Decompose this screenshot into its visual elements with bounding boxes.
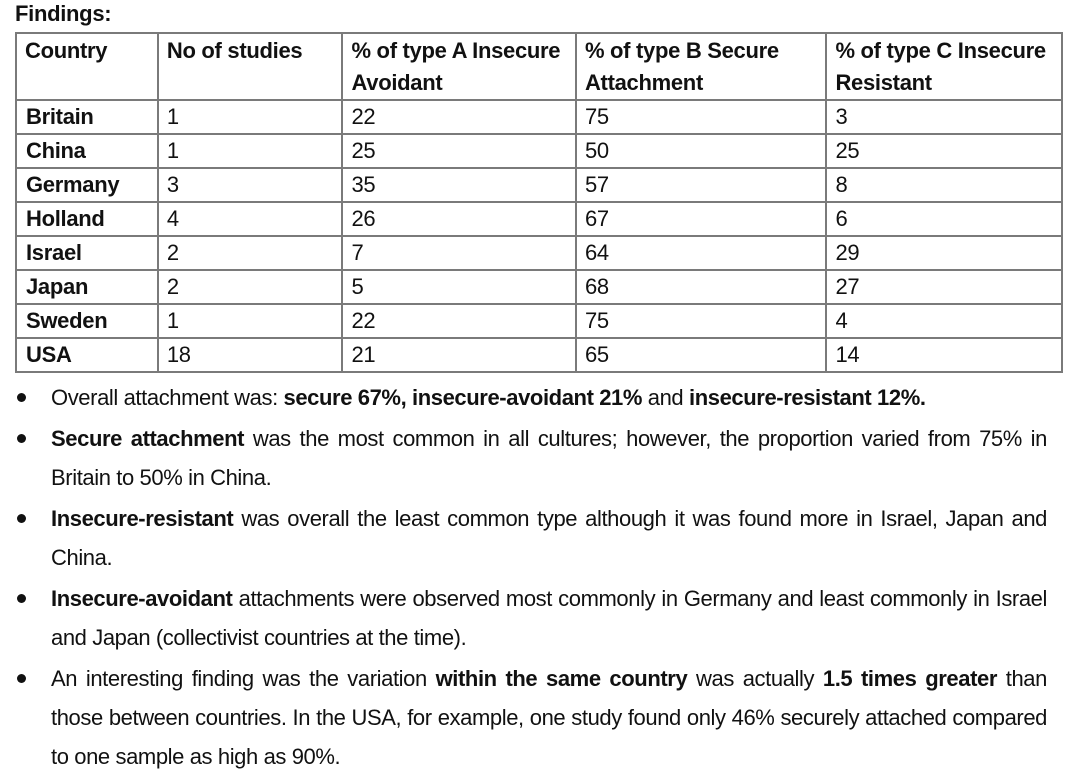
- cell-type-a: 22: [342, 304, 575, 338]
- cell-country: Germany: [16, 168, 158, 202]
- cell-type-b: 50: [576, 134, 827, 168]
- cell-type-c: 6: [826, 202, 1062, 236]
- table-row: [16, 134, 1062, 168]
- bullet-dot-icon: [17, 674, 26, 683]
- table-header-row: [16, 33, 1062, 100]
- bullet-dot-icon: [17, 393, 26, 402]
- cell-country: USA: [16, 338, 158, 372]
- cell-type-c: 27: [826, 270, 1062, 304]
- bullet-bold-text: secure 67%, insecure-avoidant 21%: [283, 385, 643, 410]
- bullet-item: [0, 378, 1047, 417]
- cell-studies: 2: [158, 236, 343, 270]
- cell-type-a: 22: [342, 100, 575, 134]
- cell-type-b: 68: [576, 270, 827, 304]
- cell-type-a: 25: [342, 134, 575, 168]
- bullet-bold-text: insecure-resistant 12%.: [688, 385, 926, 410]
- table-row: [16, 168, 1062, 202]
- bullet-text: attachments were observed most commonly in Germany and least commonly in Israel and Japan (collectivist countries at the time).: [51, 586, 1047, 650]
- cell-type-b: 75: [576, 100, 827, 134]
- cell-studies: 1: [158, 100, 343, 134]
- bullet-item: [0, 419, 1047, 497]
- cell-studies: 4: [158, 202, 343, 236]
- bullet-text: was the most common in all cultures; however, the proportion varied from 75% in Britain to 50% in China.: [51, 426, 1047, 490]
- table-row: [16, 100, 1062, 134]
- bullet-bold-text: Insecure-avoidant: [51, 586, 233, 611]
- header-country: Country: [16, 33, 158, 100]
- header-type-c: % of type C Insecure Resistant: [826, 33, 1062, 100]
- cell-studies: 2: [158, 270, 343, 304]
- bullet-item: [0, 499, 1047, 577]
- cell-type-c: 3: [826, 100, 1062, 134]
- findings-table: [15, 32, 1063, 373]
- bullet-text: An interesting finding was the variation: [51, 666, 436, 691]
- bullet-item: [0, 659, 1047, 776]
- table-row: [16, 304, 1062, 338]
- cell-type-b: 65: [576, 338, 827, 372]
- bullet-dot-icon: [17, 514, 26, 523]
- cell-type-c: 14: [826, 338, 1062, 372]
- cell-type-b: 67: [576, 202, 827, 236]
- cell-country: Japan: [16, 270, 158, 304]
- cell-type-b: 57: [576, 168, 827, 202]
- bullet-bold-text: Secure attachment: [51, 426, 245, 451]
- bullet-bold-text: within the same country: [435, 666, 688, 691]
- header-type-b: % of type B Secure Attachment: [576, 33, 827, 100]
- cell-type-b: 64: [576, 236, 827, 270]
- cell-type-a: 7: [342, 236, 575, 270]
- bullet-text: than those between countries. In the USA, for example, one study found only 46% securely attached compared to one sample as high as 90%.: [51, 666, 1047, 769]
- table-row: [16, 202, 1062, 236]
- cell-studies: 3: [158, 168, 343, 202]
- bullet-text: was actually: [687, 666, 823, 691]
- cell-type-c: 25: [826, 134, 1062, 168]
- cell-type-c: 29: [826, 236, 1062, 270]
- header-no-of-studies: No of studies: [158, 33, 343, 100]
- cell-type-a: 5: [342, 270, 575, 304]
- findings-heading: Findings:: [15, 1, 112, 26]
- cell-studies: 1: [158, 134, 343, 168]
- bullet-dot-icon: [17, 594, 26, 603]
- bullet-text: was overall the least common type although it was found more in Israel, Japan and China.: [51, 506, 1047, 570]
- cell-type-b: 75: [576, 304, 827, 338]
- header-type-a: % of type A Insecure Avoidant: [342, 33, 575, 100]
- bullet-bold-text: Insecure-resistant: [51, 506, 234, 531]
- bullet-item: [0, 579, 1047, 657]
- bullet-dot-icon: [17, 434, 26, 443]
- cell-type-c: 4: [826, 304, 1062, 338]
- table-row: [16, 338, 1062, 372]
- table-body: [16, 100, 1062, 372]
- cell-type-a: 35: [342, 168, 575, 202]
- table-row: [16, 270, 1062, 304]
- bullet-text: Overall attachment was:: [51, 385, 284, 410]
- cell-studies: 18: [158, 338, 343, 372]
- cell-type-a: 26: [342, 202, 575, 236]
- bullet-bold-text: 1.5 times greater: [822, 666, 997, 691]
- table-row: [16, 236, 1062, 270]
- cell-type-c: 8: [826, 168, 1062, 202]
- cell-country: Holland: [16, 202, 158, 236]
- cell-country: China: [16, 134, 158, 168]
- cell-country: Britain: [16, 100, 158, 134]
- findings-bullet-list: [0, 378, 1047, 778]
- cell-country: Israel: [16, 236, 158, 270]
- cell-type-a: 21: [342, 338, 575, 372]
- cell-country: Sweden: [16, 304, 158, 338]
- cell-studies: 1: [158, 304, 343, 338]
- bullet-text: and: [642, 385, 689, 410]
